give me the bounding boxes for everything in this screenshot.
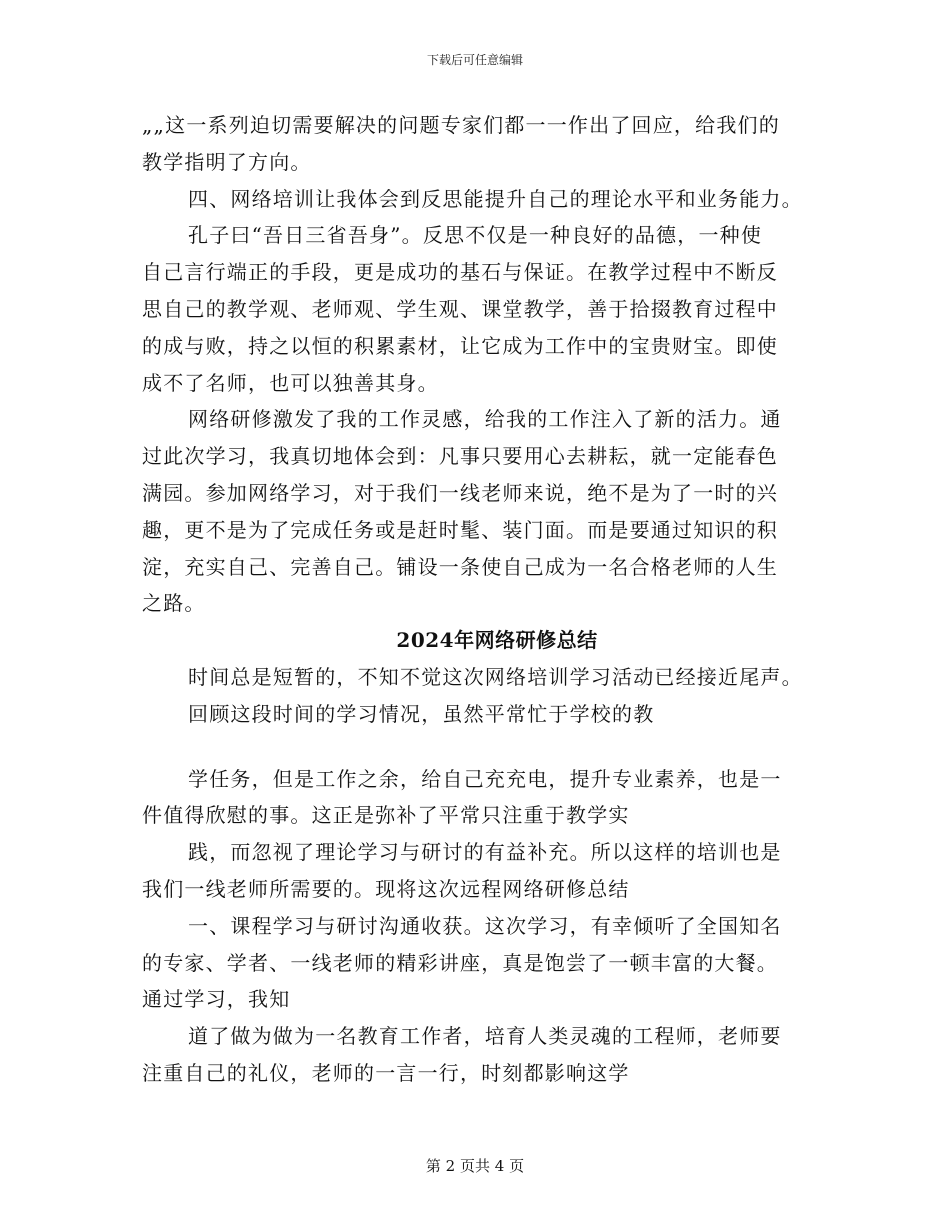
paragraph-line: 过此次学习，我真切地体会到：凡事只要用心去耕耘，就一定能春色 (142, 444, 778, 469)
paragraph-line: 孔子曰“吾日三省吾身”。反思不仅是一种良好的品德，一种使 (188, 223, 763, 248)
paragraph-line: 网络研修激发了我的工作灵感，给我的工作注入了新的活力。通 (188, 407, 782, 432)
line-gap (142, 733, 822, 761)
paragraph-line: 趣，更不是为了完成任务或是赶时髦、装门面。而是要通过知识的积 (142, 517, 778, 542)
paragraph-line: 思自己的教学观、老师观、学生观、课堂教学，善于拾掇教育过程中 (142, 296, 778, 321)
paragraph-line: 件值得欣慰的事。这正是弥补了平常只注重于教学实 (142, 803, 630, 828)
paragraph-line: 的专家、学者、一线老师的精彩讲座，真是饱尝了一顿丰富的大餐。 (142, 950, 778, 975)
paragraph-line: 的成与败，持之以恒的积累素材，让它成为工作中的宝贵财宝。即使 (142, 333, 778, 358)
paragraph-line: 通过学习，我知 (142, 987, 291, 1012)
paragraph-line: 淀，充实自己、完善自己。铺设一条使自己成为一名合格老师的人生 (142, 554, 778, 579)
paragraph-line: 四、网络培训让我体会到反思能提升自己的理论水平和业务能力。 (188, 186, 803, 211)
paragraph-line: 一、课程学习与研讨沟通收获。这次学习，有幸倾听了全国知名 (188, 913, 782, 938)
page-header: 下载后可任意编辑 (426, 53, 523, 67)
section-title: 2024年网络研修总结 (396, 628, 598, 653)
paragraph-line: 我们一线老师所需要的。现将这次远程网络研修总结 (142, 876, 630, 901)
paragraph-line: „„这一系列迫切需要解决的问题专家们都一一作出了回应，给我们的 (142, 113, 780, 137)
paragraph-line: 道了做为做为一名教育工作者，培育人类灵魂的工程师，老师要 (188, 1024, 782, 1049)
paragraph-line: 注重自己的礼仪，老师的一言一行，时刻都影响这学 (142, 1060, 630, 1085)
paragraph-line: 践，而忽视了理论学习与研讨的有益补充。所以这样的培训也是 (188, 840, 782, 865)
paragraph-line: 时间总是短暂的，不知不觉这次网络培训学习活动已经接近尾声。 (188, 664, 803, 689)
paragraph-line: 学任务，但是工作之余，给自己充充电，提升专业素养，也是一 (188, 766, 782, 791)
paragraph-line: 之路。 (142, 591, 206, 616)
paragraph-line: 教学指明了方向。 (142, 149, 312, 174)
page-number-footer: 第 2 页共 4 页 (425, 1157, 525, 1175)
paragraph-line: 自己言行端正的手段，更是成功的基石与保证。在教学过程中不断反 (142, 260, 778, 285)
document-body (142, 107, 822, 1092)
paragraph-line: 成不了名师，也可以独善其身。 (142, 370, 439, 395)
paragraph-line: 回顾这段时间的学习情况，虽然平常忙于学校的教 (188, 701, 655, 726)
paragraph-line: 满园。参加网络学习，对于我们一线老师来说，绝不是为了一时的兴 (142, 480, 778, 505)
